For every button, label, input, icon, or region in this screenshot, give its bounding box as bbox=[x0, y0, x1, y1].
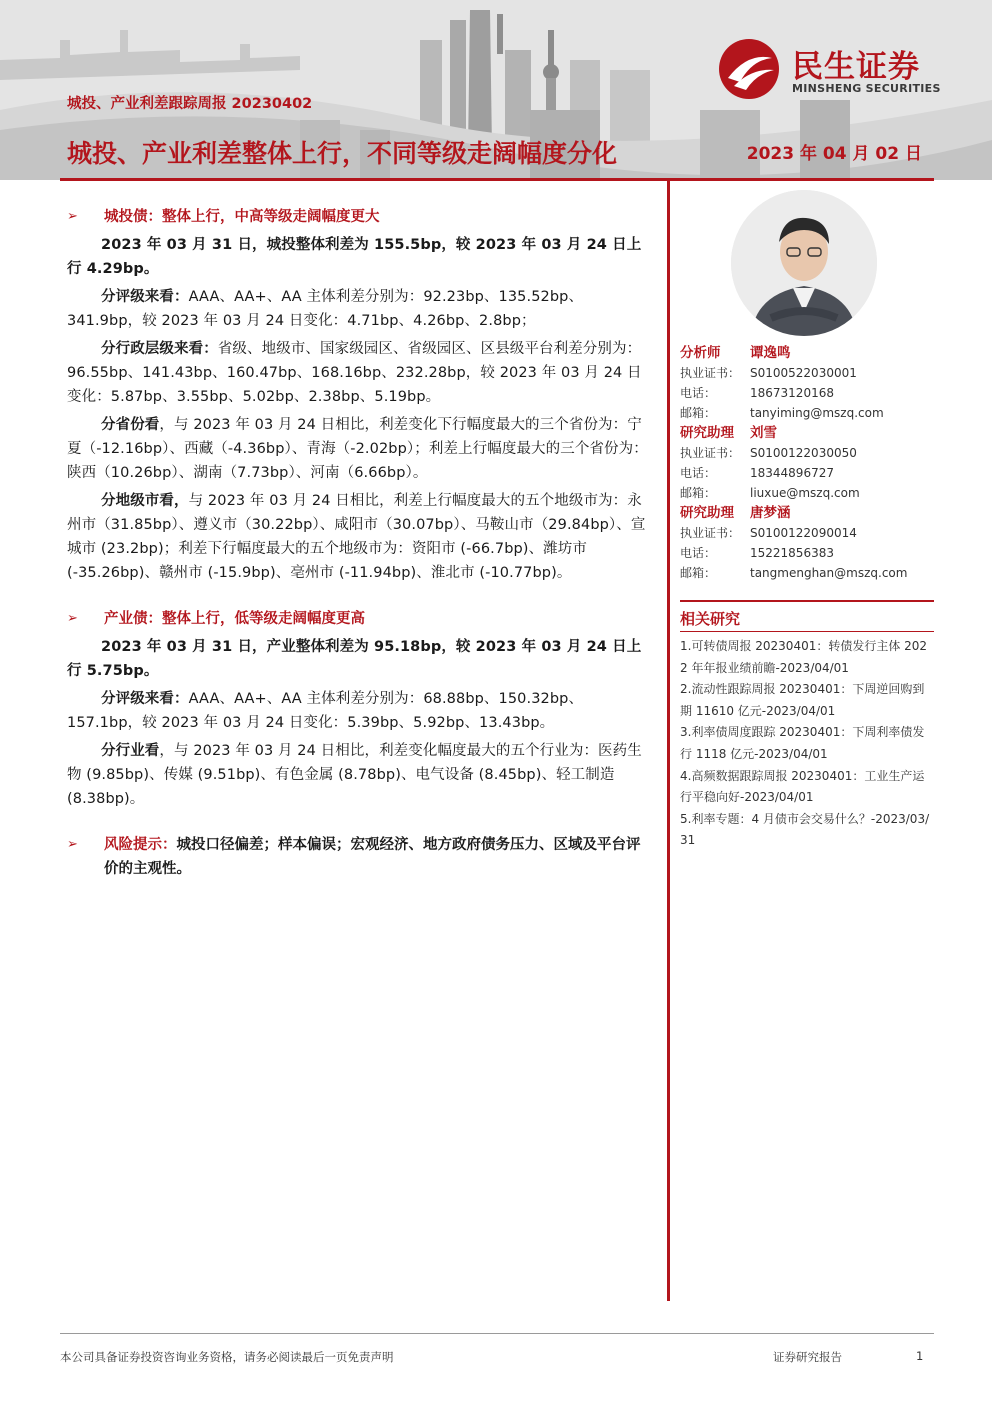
analyst-name: 谭逸鸣 bbox=[750, 345, 791, 361]
footer-report-type: 证券研究报告 bbox=[773, 1350, 842, 1364]
related-research-rule bbox=[680, 631, 934, 632]
city-paragraph: 分地级市看，与 2023 年 03 月 24 日相比，利差上行幅度最大的五个地级市为：永州市（31.85bp）、遵义市（30.22bp）、咸阳市（30.07bp）、马鞍山市（29.84bp）、宣城市 (23.2bp)；利差下行幅度最大的五个地级市为：资阳市 (-66.7bp)、潍坊市 (-35.26bp)、赣州市 (-15.9bp)、亳州市 (-11.94bp)、淮北市 (-10.77bp)。 bbox=[67, 493, 646, 581]
province-paragraph: 分省份看，与 2023 年 03 月 24 日相比，利差变化下行幅度最大的三个省份为：宁夏（-12.16bp）、西藏（-4.36bp）、青海（-2.02bp）；利差上行幅度最大的三个省份为：陕西（10.26bp）、湖南（7.73bp）、河南（6.66bp）。 bbox=[67, 417, 648, 481]
analyst-card: 分析师 谭逸鸣 执业证书： S0100522030001 电话： 18673120168 邮箱： tanyiming@mszq.com bbox=[680, 343, 934, 423]
report-title: 城投、产业利差整体上行，不同等级走阔幅度分化 bbox=[67, 139, 618, 168]
arrow-bullet-icon: ➢ bbox=[67, 611, 78, 626]
analyst-photo bbox=[731, 190, 877, 336]
main-content bbox=[67, 205, 650, 881]
footer-rule bbox=[60, 1333, 934, 1334]
report-date: 2023 年 04 月 02 日 bbox=[746, 144, 922, 164]
related-research-item[interactable]: 2.流动性跟踪周报 20230401：下周逆回购到期 11610 亿元-2023/04/01 bbox=[680, 682, 925, 718]
arrow-bullet-icon: ➢ bbox=[67, 209, 78, 224]
logo-text-en: MINSHENG SECURITIES bbox=[792, 82, 941, 95]
header-rule bbox=[60, 178, 934, 181]
related-research-item[interactable]: 1.可转债周报 20230401：转债发行主体 2022 年年报业绩前瞻-2023/04/01 bbox=[680, 639, 928, 675]
summary-paragraph: 2023 年 03 月 31 日，产业整体利差为 95.18bp，较 2023 年 03 月 24 日上行 5.75bp。 bbox=[67, 639, 642, 679]
analyst-email[interactable]: liuxue@mszq.com bbox=[750, 486, 860, 500]
related-research-item[interactable]: 4.高频数据跟踪周报 20230401：工业生产运行平稳向好-2023/04/01 bbox=[680, 768, 925, 805]
analyst-card: 研究助理 唐梦涵 执业证书： S0100122090014 电话： 15221856383 邮箱： tangmenghan@mszq.com bbox=[680, 503, 934, 583]
rating-paragraph: 分评级来看：AAA、AA+、AA 主体利差分别为：92.23bp、135.52bp、341.9bp，较 2023 年 03 月 24 日变化：4.71bp、4.26bp、2.8bp； bbox=[67, 289, 584, 329]
analyst-email[interactable]: tangmenghan@mszq.com bbox=[750, 566, 908, 580]
related-research-title: 相关研究 bbox=[680, 610, 741, 628]
analyst-card: 研究助理 刘雪 执业证书： S0100122030050 电话： 18344896727 邮箱： liuxue@mszq.com bbox=[680, 423, 934, 503]
arrow-bullet-icon: ➢ bbox=[67, 837, 78, 852]
industry-paragraph: 分行业看，与 2023 年 03 月 24 日相比，利差变化幅度最大的五个行业为：医药生物 (9.85bp)、传媒 (9.51bp)、有色金属 (8.78bp)、电气设备 (8.45bp)、轻工制造 (8.38bp)。 bbox=[67, 743, 642, 807]
minsheng-logo-icon bbox=[718, 38, 780, 100]
report-series: 城投、产业利差跟踪周报 20230402 bbox=[67, 96, 313, 112]
footer-disclaimer: 本公司具备证券投资咨询业务资格，请务必阅读最后一页免责声明 bbox=[60, 1350, 394, 1364]
section-title-industry: ➢ 产业债：整体上行，低等级走阔幅度更高 bbox=[67, 607, 650, 631]
analyst-email[interactable]: tanyiming@mszq.com bbox=[750, 406, 884, 420]
column-divider bbox=[667, 181, 670, 1301]
page-number: 1 bbox=[916, 1349, 924, 1363]
analyst-list bbox=[680, 343, 934, 583]
company-logo bbox=[718, 38, 968, 102]
section-title-chengtou: ➢ 城投债：整体上行，中高等级走阔幅度更大 bbox=[67, 205, 650, 229]
analyst-name: 刘雪 bbox=[750, 425, 777, 441]
related-research-item[interactable]: 3.利率债周度跟踪 20230401：下周利率债发行 1118 亿元-2023/04/01 bbox=[680, 725, 925, 761]
related-research-list bbox=[680, 636, 934, 852]
sidebar-rule bbox=[680, 600, 934, 602]
rating-paragraph: 分评级来看：AAA、AA+、AA 主体利差分别为：68.88bp、150.32bp、157.1bp，较 2023 年 03 月 24 日变化：5.39bp、5.92bp、13.43bp。 bbox=[67, 691, 584, 731]
summary-paragraph: 2023 年 03 月 31 日，城投整体利差为 155.5bp，较 2023 年 03 月 24 日上行 4.29bp。 bbox=[67, 237, 642, 277]
risk-warning: ➢ 风险提示：城投口径偏差；样本偏误；宏观经济、地方政府债务压力、区域及平台评价的主观性。 bbox=[67, 833, 650, 881]
admin-level-paragraph: 分行政层级来看：省级、地级市、国家级园区、省级园区、区县级平台利差分别为：96.55bp、141.43bp、160.47bp、168.16bp、232.28bp，较 2023 年 03 月 24 日变化：5.87bp、3.55bp、5.02bp、2.38bp、5.19bp。 bbox=[67, 341, 642, 405]
related-research-item[interactable]: 5.利率专题：4 月债市会交易什么？-2023/03/31 bbox=[680, 811, 930, 848]
logo-text-cn: 民生证券 bbox=[792, 49, 920, 85]
analyst-avatar bbox=[731, 190, 877, 336]
analyst-name: 唐梦涵 bbox=[750, 505, 791, 521]
